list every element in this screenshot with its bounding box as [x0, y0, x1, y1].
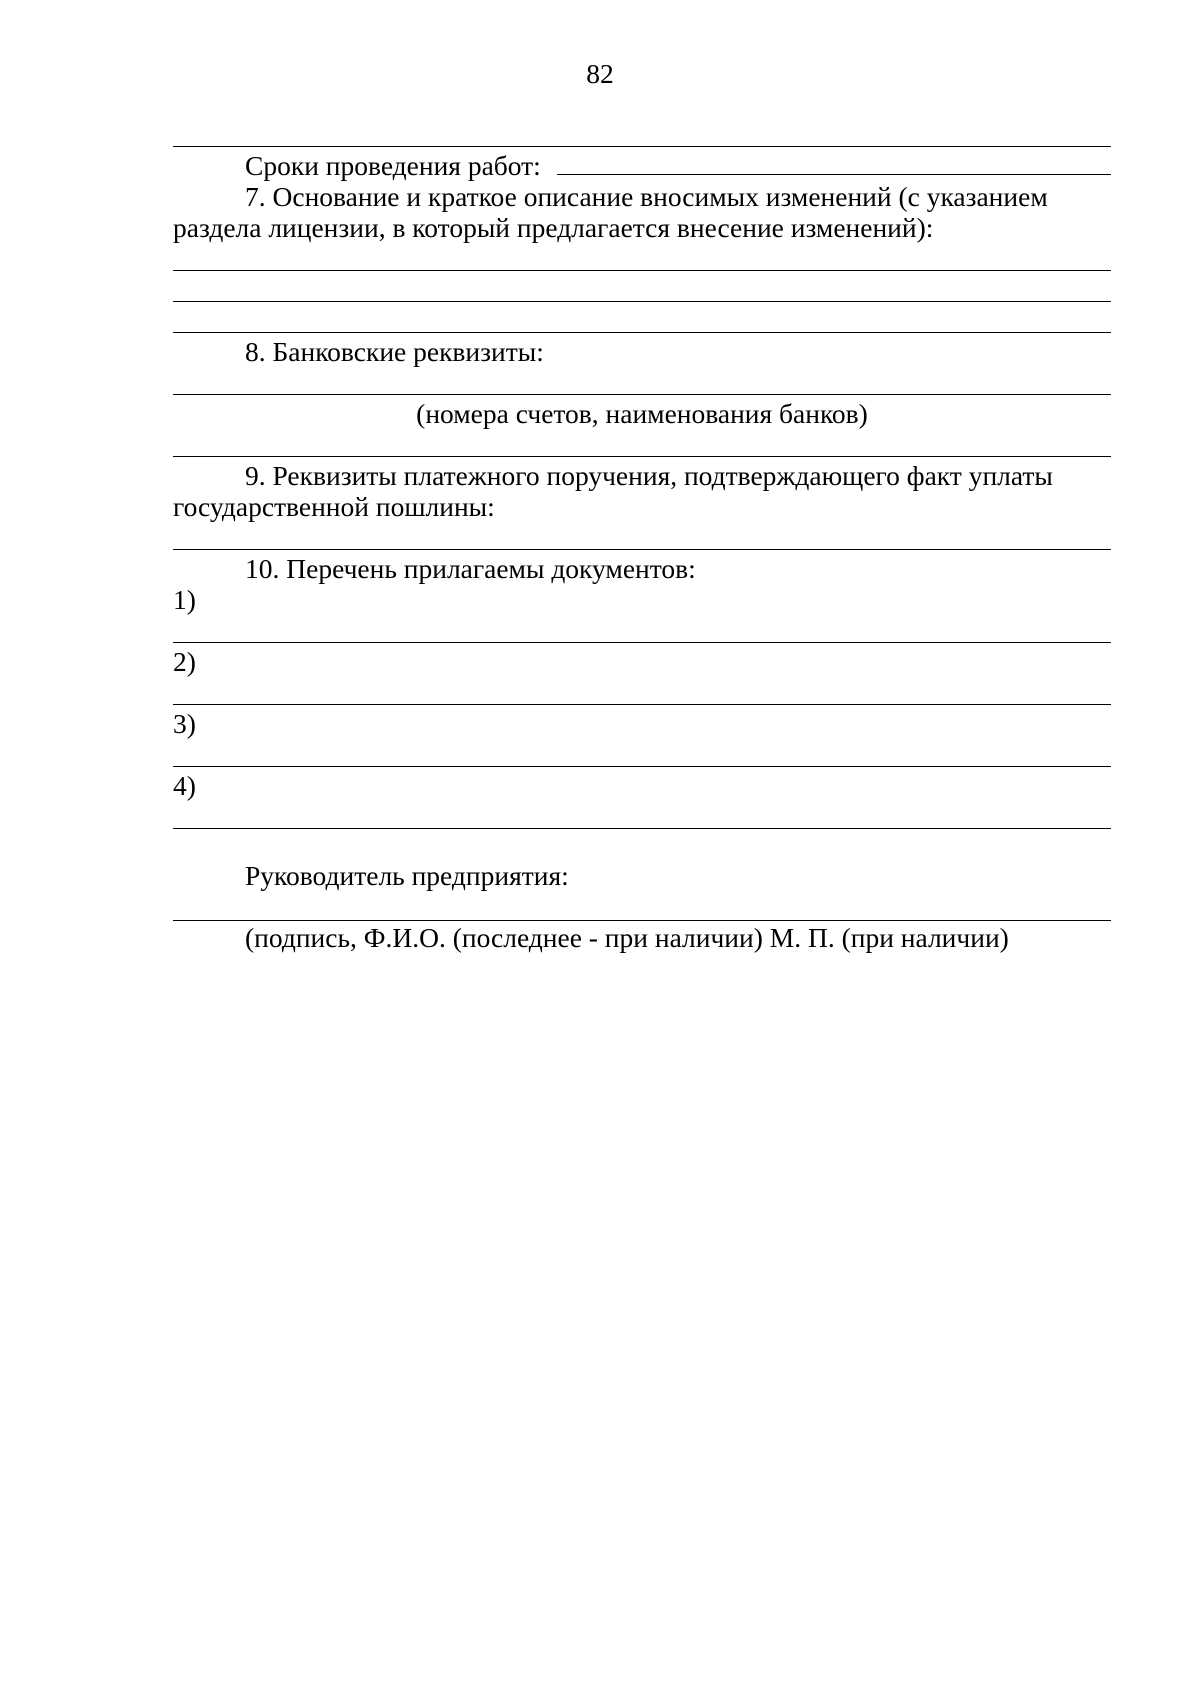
item7-line2: раздела лицензии, в который предлагается внесение изменений): — [173, 212, 934, 243]
item8-hint: (номера счетов, наименования банков) — [416, 398, 868, 429]
item7-blank-line — [173, 301, 1111, 302]
work-period-blank — [557, 174, 1111, 175]
item7-blank-line — [173, 270, 1111, 271]
document-entry-number: 3) — [173, 708, 196, 739]
form-rule — [173, 146, 1111, 147]
item9-line2: государственной пошлины: — [173, 491, 495, 522]
document-entry-line — [173, 828, 1111, 829]
page-number: 82 — [586, 58, 614, 89]
signature-line — [173, 920, 1111, 921]
document-entry-line — [173, 766, 1111, 767]
item8-blank-line — [173, 394, 1111, 395]
document-entry-line — [173, 704, 1111, 705]
item7-blank-line — [173, 332, 1111, 333]
item7-line1: 7. Основание и краткое описание вносимых изменений (с указанием — [245, 181, 1048, 212]
work-period-label: Сроки проведения работ: — [245, 150, 541, 181]
document-entry-line — [173, 642, 1111, 643]
document-entry-number: 4) — [173, 770, 196, 801]
signature-label: Руководитель предприятия: — [245, 860, 569, 891]
item8-blank-line — [173, 456, 1111, 457]
item10-label: 10. Перечень прилагаемы документов: — [245, 553, 696, 584]
item8-label: 8. Банковские реквизиты: — [245, 336, 544, 367]
document-entry-number: 2) — [173, 646, 196, 677]
item9-blank-line — [173, 549, 1111, 550]
item9-line1: 9. Реквизиты платежного поручения, подтверждающего факт уплаты — [245, 460, 1053, 491]
signature-hint: (подпись, Ф.И.О. (последнее - при наличии) М. П. (при наличии) — [245, 922, 1009, 953]
document-entry-number: 1) — [173, 584, 196, 615]
